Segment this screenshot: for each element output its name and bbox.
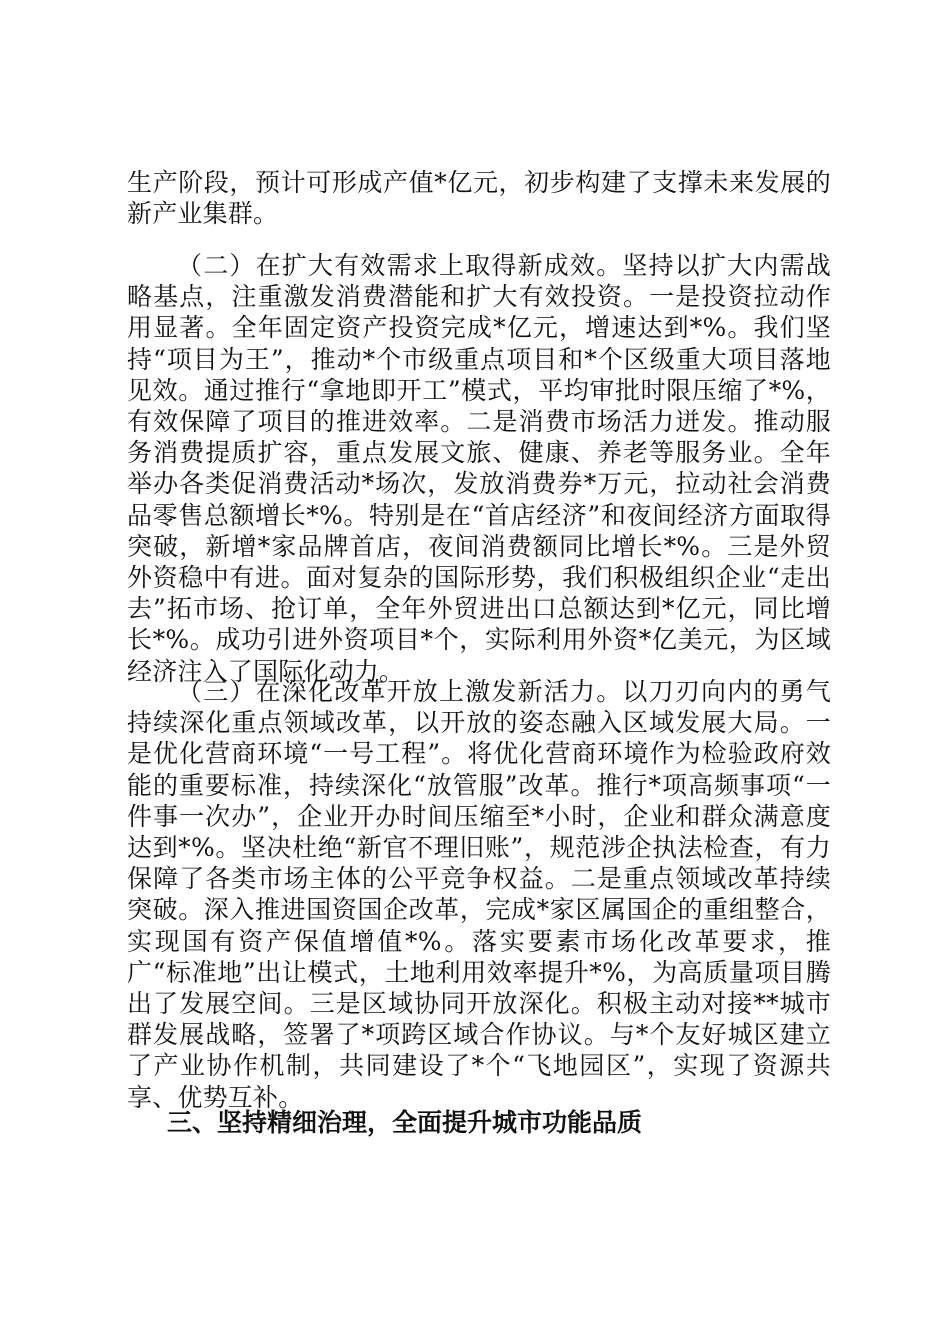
paragraph-continuation: 生产阶段，预计可形成产值*亿元，初步构建了支撑未来发展的新产业集群。 [127,168,831,229]
paragraph-reform-opening: （三）在深化改革开放上激发新活力。以刀刃向内的勇气持续深化重点领域改革，以开放的姿态融入区域发展大局。一是优化营商环境“一号工程”。将优化营商环境作为检验政府效能的重要标准，持续深化“放管服”改革。推行*项高频事项“一件事一次办”，企业开办时间压缩至*小时，企业和群众满意度达到*%。坚决杜绝“新官不理旧账”，规范涉企执法检查，有力保障了各类市场主体的公平竞争权益。二是重点领域改革持续突破。深入推进国资国企改革，完成*家区属国企的重组整合，实现国有资产保值增值*%。落实要素市场化改革要求，推广“标准地”出让模式，土地利用效率提升*%，为高质量项目腾出了发展空间。三是区域协同开放深化。积极主动对接**城市群发展战略，签署了*项跨区域合作协议。与*个友好城区建立了产业协作机制，共同建设了*个“飞地园区”，实现了资源共享、优势互补。 [127,677,831,1112]
paragraph-expand-demand: （二）在扩大有效需求上取得新成效。坚持以扩大内需战略基点，注重激发消费潜能和扩大有效投资。一是投资拉动作用显著。全年固定资产投资完成*亿元，增速达到*%。我们坚持“项目为王”，推动*个市级重点项目和*个区级重大项目落地见效。通过推行“拿地即开工”模式，平均审批时限压缩了*%，有效保障了项目的推进效率。二是消费市场活力迸发。推动服务消费提质扩容，重点发展文旅、健康、养老等服务业。全年举办各类促消费活动*场次，发放消费券*万元，拉动社会消费品零售总额增长*%。特别是在“首店经济”和夜间经济方面取得突破，新增*家品牌首店，夜间消费额同比增长*%。三是外贸外资稳中有进。面对复杂的国际形势，我们积极组织企业“走出去”拓市场、抢订单，全年外贸进出口总额达到*亿元，同比增长*%。成功引进外资项目*个，实际利用外资*亿美元，为区域经济注入了国际化动力。 [127,251,831,686]
section-heading: 三、坚持精细治理，全面提升城市功能品质 [167,1108,643,1137]
